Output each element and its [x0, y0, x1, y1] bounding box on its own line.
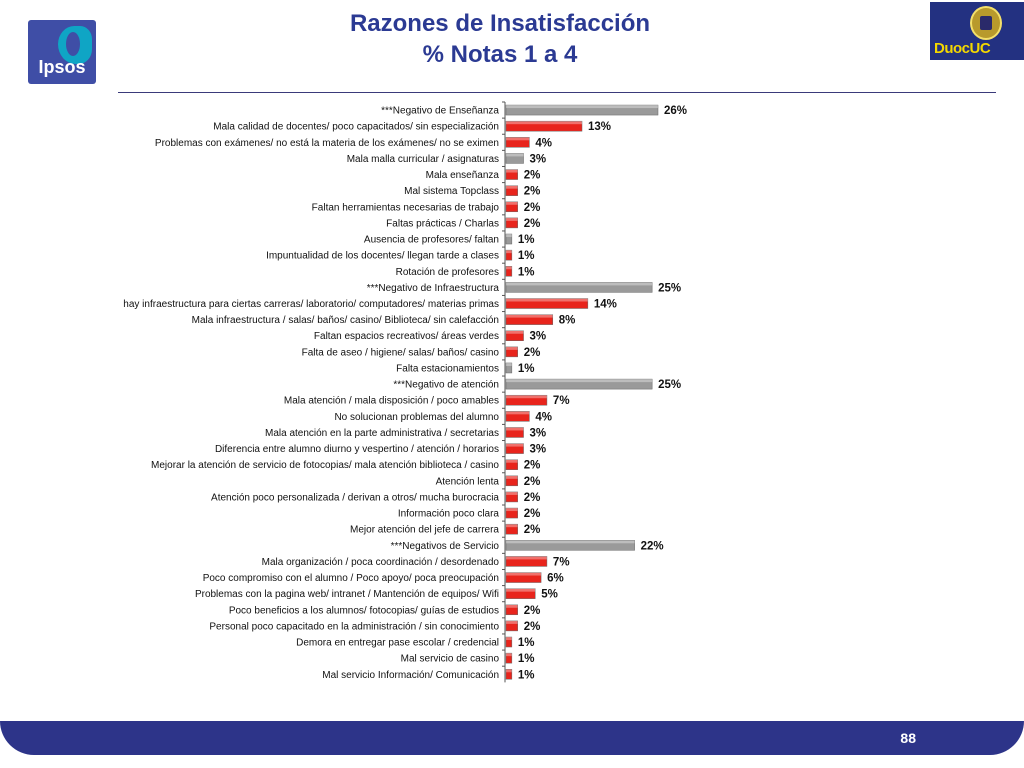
value-label: 1%: [517, 362, 535, 375]
bar-highlight: [506, 315, 553, 318]
category-label: ***Negativo de Enseñanza: [381, 105, 499, 117]
category-label: Mala malla curricular / asignaturas: [346, 153, 499, 165]
value-label: 2%: [523, 217, 541, 230]
category-label: Falta estacionamientos: [396, 363, 499, 375]
value-label: 4%: [535, 137, 553, 150]
bar-highlight: [506, 492, 518, 495]
category-label: Información poco clara: [397, 508, 499, 520]
bar-highlight: [506, 363, 512, 366]
bar-highlight: [506, 379, 652, 382]
value-label: 3%: [529, 443, 547, 456]
bar-highlight: [506, 653, 512, 656]
bar-highlight: [506, 540, 635, 543]
bar-highlight: [506, 331, 524, 334]
category-label: Faltan herramientas necesarias de trabajo: [311, 202, 499, 214]
category-label: Diferencia entre alumno diurno y vespertino / atención / horarios: [214, 444, 499, 456]
value-label: 2%: [523, 491, 541, 504]
category-label: Faltan espacios recreativos/ áreas verdes: [313, 331, 499, 343]
bar-highlight: [506, 411, 529, 414]
category-label: Ausencia de profesores/ faltan: [363, 234, 499, 246]
bar-highlight: [506, 460, 518, 463]
bar-highlight: [506, 234, 512, 237]
category-label: Mala organización / poca coordinación / desordenado: [261, 556, 499, 568]
category-label: Demora en entregar pase escolar / credencial: [296, 637, 499, 649]
category-label: Mala atención en la parte administrativa / secretarias: [264, 427, 499, 439]
value-label: 5%: [541, 588, 558, 601]
category-label: Mala atención / mala disposición / poco amables: [283, 395, 499, 407]
bar-highlight: [506, 202, 518, 205]
bar-highlight: [506, 556, 547, 559]
bar-highlight: [506, 637, 512, 640]
duoc-logo-text: DuocUC: [934, 40, 991, 57]
bar-highlight: [506, 605, 518, 608]
value-label: 1%: [517, 266, 535, 279]
bar-highlight: [506, 476, 518, 479]
value-label: 25%: [658, 282, 682, 295]
footer-bar: [0, 721, 1024, 755]
value-label: 1%: [517, 637, 535, 650]
bar-highlight: [506, 427, 524, 430]
bar-highlight: [506, 573, 541, 576]
category-label: Mala infraestructura / salas/ baños/ casino/ Biblioteca/ sin calefacción: [191, 315, 499, 327]
value-label: 2%: [523, 169, 541, 182]
slide-title-line2: % Notas 1 a 4: [422, 41, 578, 68]
bar-highlight: [506, 299, 588, 302]
category-label: Mal servicio de casino: [400, 653, 499, 665]
value-label: 1%: [517, 669, 535, 682]
bar-highlight: [506, 121, 582, 124]
bar-highlight: [506, 444, 524, 447]
category-label: Faltas prácticas / Charlas: [386, 218, 499, 230]
category-label: hay infraestructura para ciertas carreras/ laboratorio/ computadores/ materias primas: [123, 299, 499, 310]
bar-highlight: [506, 395, 547, 398]
category-label: Mal sistema Topclass: [404, 186, 499, 198]
value-label: 1%: [517, 250, 535, 263]
value-label: 2%: [523, 524, 541, 537]
bar-highlight: [506, 621, 518, 624]
page-number: 88: [900, 730, 916, 746]
category-label: Mala calidad de docentes/ poco capacitados/ sin especialización: [213, 121, 499, 133]
category-label: Rotación de profesores: [395, 266, 499, 278]
value-label: 3%: [529, 330, 547, 343]
bar-highlight: [506, 669, 512, 672]
value-label: 2%: [523, 620, 541, 633]
value-label: 3%: [529, 153, 547, 166]
category-label: Personal poco capacitado en la administración / sin conocimiento: [209, 621, 499, 633]
value-label: 25%: [658, 379, 682, 392]
category-label: Atención poco personalizada / derivan a otros/ mucha burocracia: [211, 492, 499, 504]
category-label: Atención lenta: [435, 476, 499, 488]
category-label: ***Negativos de Servicio: [390, 540, 499, 552]
value-label: 2%: [523, 201, 541, 214]
category-label: Mal servicio Información/ Comunicación: [322, 669, 499, 681]
value-label: 14%: [593, 298, 617, 311]
value-label: 22%: [640, 540, 664, 553]
value-label: 1%: [517, 234, 535, 247]
value-label: 8%: [558, 314, 576, 327]
bar-highlight: [506, 186, 518, 189]
bar-highlight: [506, 282, 652, 285]
bar-highlight: [506, 250, 512, 253]
bar-highlight: [506, 589, 535, 592]
value-label: 1%: [517, 653, 535, 666]
bar-highlight: [506, 218, 518, 221]
value-label: 26%: [664, 105, 688, 118]
value-label: 2%: [523, 475, 541, 488]
value-label: 7%: [552, 395, 570, 408]
bar-highlight: [506, 266, 512, 269]
value-label: 2%: [523, 604, 541, 617]
slide-title-line1: Razones de Insatisfacción: [349, 10, 651, 37]
value-label: 13%: [588, 121, 612, 134]
bar-highlight: [506, 170, 518, 173]
ipsos-logo-text: Ipsos: [38, 57, 86, 77]
value-label: 7%: [552, 556, 570, 569]
category-label: Problemas con exámenes/ no está la materia de los exámenes/ no se eximen: [154, 137, 499, 149]
category-label: Poco compromiso con el alumno / Poco apoyo/ poca preocupación: [202, 573, 499, 585]
category-label: ***Negativo de atención: [393, 379, 499, 391]
value-label: 2%: [523, 459, 541, 472]
category-label: ***Negativo de Infraestructura: [366, 282, 499, 294]
category-label: No solucionan problemas del alumno: [334, 411, 499, 423]
bar-highlight: [506, 105, 658, 108]
value-label: 2%: [523, 346, 541, 359]
category-label: Falta de aseo / higiene/ salas/ baños/ casino: [301, 347, 499, 359]
bar-highlight: [506, 137, 529, 140]
category-label: Problemas con la pagina web/ intranet / Mantención de equipos/ Wifi: [194, 589, 499, 601]
value-label: 2%: [523, 185, 541, 198]
value-label: 4%: [535, 411, 553, 424]
category-label: Impuntualidad de los docentes/ llegan tarde a clases: [266, 250, 499, 262]
category-label: Mejor atención del jefe de carrera: [350, 524, 499, 536]
value-label: 6%: [547, 572, 564, 585]
category-label: Poco beneficios a los alumnos/ fotocopias/ guías de estudios: [228, 605, 499, 617]
value-label: 3%: [529, 427, 547, 440]
category-label: Mala enseñanza: [425, 170, 499, 182]
bar-highlight: [506, 153, 524, 156]
bar-highlight: [506, 508, 518, 511]
category-label: Mejorar la atención de servicio de fotocopias/ mala atención biblioteca / casino: [151, 460, 499, 472]
bar-highlight: [506, 347, 518, 350]
bar-highlight: [506, 524, 518, 527]
value-label: 2%: [523, 508, 541, 521]
